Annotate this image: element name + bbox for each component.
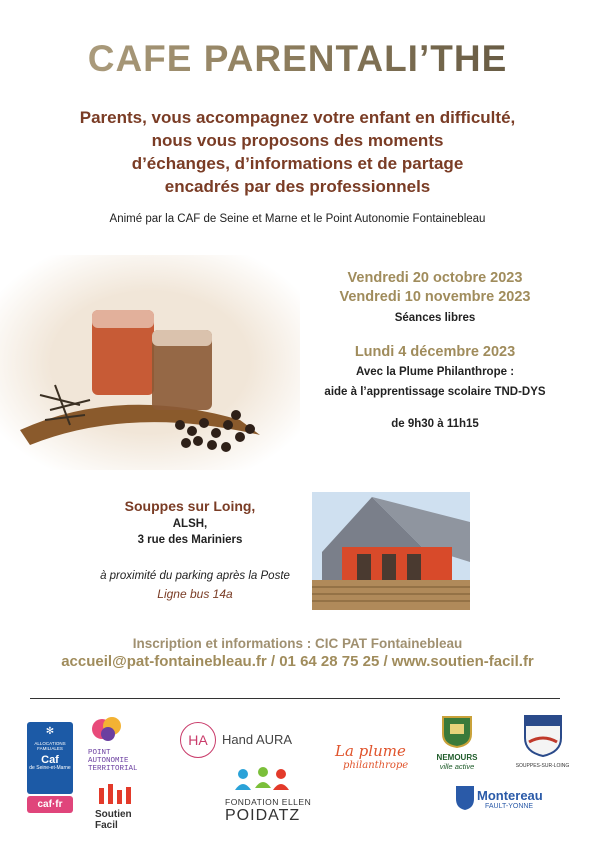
session-date-1: Vendredi 20 octobre 2023 (347, 270, 523, 286)
souppes-crest-icon (521, 712, 565, 758)
location-bus: Ligne bus 14a (157, 587, 233, 601)
location-venue: ALSH, (172, 518, 208, 530)
point-autonomie-logo (88, 714, 168, 773)
intro-line-3: d’échanges, d’informations et de partage (131, 154, 464, 173)
sessions-block (275, 270, 595, 430)
fondation-poidatz-logo (225, 766, 325, 825)
coffee-glass (152, 330, 212, 410)
location-parking: à proximité du parking après la Poste (100, 570, 290, 582)
animated-by: Animé par la CAF de Seine et Marne et le Point Autonomie Fontainebleau (109, 213, 486, 225)
handaura-circle-icon: HA (180, 722, 216, 758)
contact-details[interactable]: accueil@pat-fontainebleau.fr / 01 64 28 75 25 / www.soutien-facil.fr (61, 653, 534, 670)
intro-text (0, 106, 595, 198)
tea-glass (92, 310, 154, 395)
sessions-with: Avec la Plume Philanthrope : (355, 366, 515, 378)
fondation-line-1: FONDATION ELLEN (225, 797, 312, 807)
pat-line-1: POINT (88, 749, 111, 757)
soutien-facil-logo (95, 784, 165, 831)
building-photo (312, 492, 470, 610)
fondation-figures-icon (233, 766, 293, 792)
location-town: Souppes sur Loing, (124, 498, 256, 514)
plume-line-1: La plume (335, 742, 406, 760)
pat-line-2: AUTONOMIE (88, 757, 129, 765)
intro-line-4: encadrés par des professionnels (164, 177, 431, 196)
caf-sub: de Seine-et-Marne (29, 765, 71, 771)
la-plume-logo (335, 742, 415, 771)
plume-line-2: philanthrope (343, 760, 409, 771)
intro-line-1: Parents, vous accompagnez votre enfant en difficulté, (79, 108, 516, 127)
intro-line-2: nous vous proposons des moments (151, 131, 444, 150)
nemours-logo (432, 714, 482, 771)
soutien-line-2: Facil (95, 820, 118, 831)
session-date-2: Vendredi 10 novembre 2023 (339, 289, 531, 305)
session-date-3: Lundi 4 décembre 2023 (354, 344, 516, 360)
snowflake-icon: ✻ (45, 726, 55, 737)
montereau-crest-icon (455, 785, 475, 811)
caf-logo (27, 722, 73, 794)
souppes-logo (510, 712, 575, 769)
montereau-line-1: Montereau (477, 788, 543, 803)
location-block (95, 498, 285, 546)
sessions-time: de 9h30 à 11h15 (391, 418, 479, 430)
caf-name: Caf (41, 754, 59, 766)
sessions-free: Séances libres (394, 312, 476, 324)
fondation-line-2: POIDATZ (225, 807, 301, 824)
montereau-line-2: FAULT-YONNE (485, 803, 534, 810)
location-address: 3 rue des Mariniers (137, 534, 243, 546)
nemours-crest-icon (440, 714, 474, 748)
nemours-line-2: ville active (439, 762, 475, 771)
handaura-logo (180, 722, 310, 758)
handaura-label: Hand AURA (222, 732, 293, 747)
caf-fr-logo: caf·fr (27, 796, 73, 813)
souppes-label: SOUPPES-SUR-LOING (515, 763, 570, 769)
caf-top-label: ALLOCATIONS FAMILIALES (34, 741, 66, 751)
inscription-text: Inscription et informations : CIC PAT Fontainebleau (132, 636, 463, 651)
pat-swirl-icon (90, 714, 126, 744)
nemours-line-1: NEMOURS (436, 753, 478, 762)
page-title: CAFE PARENTALI’THE (0, 38, 595, 80)
sessions-help: aide à l’apprentissage scolaire TND-DYS (324, 386, 546, 398)
divider (30, 698, 560, 699)
soutien-line-1: Soutien (95, 809, 132, 820)
tea-coffee-photo (0, 255, 300, 470)
pat-line-3: TERRITORIAL (88, 765, 138, 773)
soutien-figures-icon (95, 784, 135, 804)
